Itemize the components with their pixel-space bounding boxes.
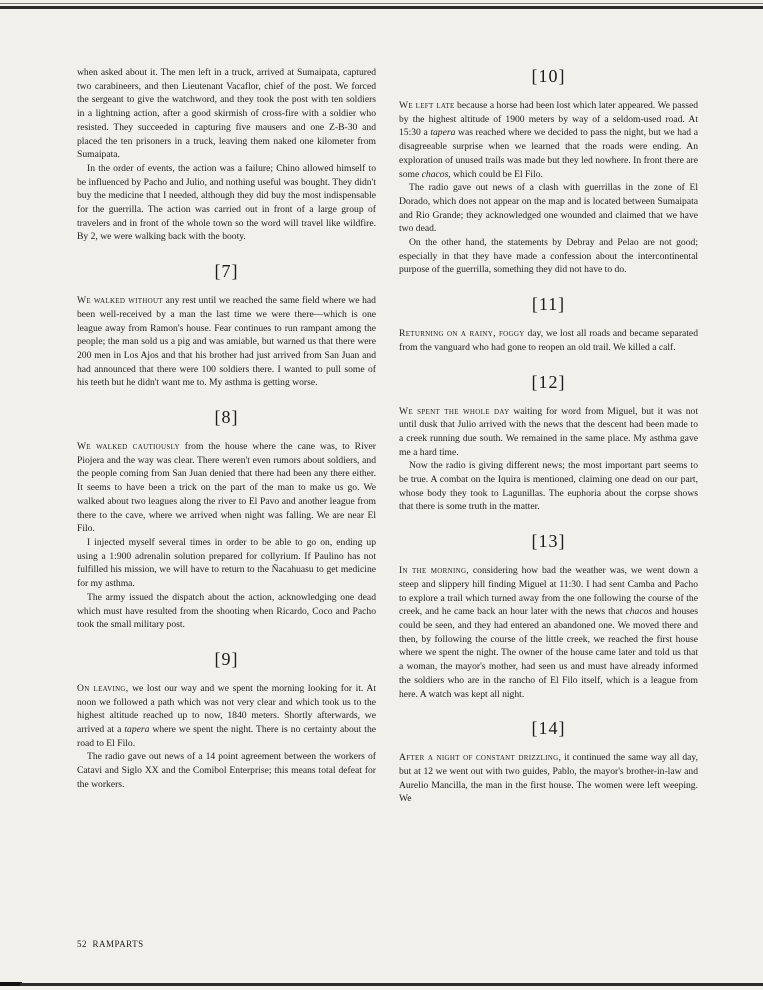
entry-12-paragraph: Now the radio is giving different news; the most important part seems to be true. A combat on the Iquira is mentioned, claiming one dead on our part, whose body they took to Lagunillas. The euphoria about the corpse shows that there is some truth in the matter. <box>399 460 698 513</box>
entry-12-paragraph <box>399 405 698 460</box>
entry-11-lead: Returning on a rainy, foggy <box>399 328 525 340</box>
entry-14-lead: After a night of constant drizzling, <box>399 752 562 764</box>
entry-14-paragraph <box>399 751 698 806</box>
entry-number-9: [9] <box>214 648 239 669</box>
right-column <box>399 66 698 806</box>
entry-13-italic: chacos <box>625 606 653 618</box>
entry-10-text: was reached where we decided to pass the night, but we had a disagreeable surprise when we learned that the roads were ending. An exploration of unused trails was made but they led nowhere. In front there are some <box>399 127 698 180</box>
entry-12-lead: We spent the whole day <box>399 405 510 417</box>
entry-8-paragraph <box>77 440 376 536</box>
entry-9-italic: tapera <box>124 724 150 736</box>
entry-10-text: because a horse had been lost which later appeared. We passed by the highest altitude of 1900 meters by way of a seldom-used road. At 15:30 a <box>399 100 698 139</box>
page-number: 52 <box>77 939 87 949</box>
entry-13-paragraph <box>399 564 698 701</box>
bottom-corner-mark <box>0 982 22 986</box>
entry-14-text: it continued the same way all day, but at 12 we went out with two guides, Pablo, the mayor's brother-in-law and Aurelio Mancilla, the man in the first house. The women were left weeping. We <box>399 752 698 805</box>
entry-8-lead: We walked cautiously <box>77 441 180 453</box>
entry-7-text: any rest until we reached the same field where we had been well-received by a man the last time we were there—which is one league away from Ramon's house. Fear continues to run rampant among the people; the man sold us a pig and was amiable, but warned us that there were 200 men in Los Ajos and that his brother had just arrived from San Juan and had announced that there were 100 soldiers there. I wanted to pull some of his teeth but he didn't want me to. My asthma is getting worse. <box>77 295 376 389</box>
entry-9-paragraph: The radio gave out news of a 14 point agreement between the workers of Catavi and Siglo XX and the Comibol Enterprise; this means total defeat for the workers. <box>77 751 376 790</box>
entry-10-paragraph <box>399 99 698 181</box>
intro-paragraph: when asked about it. The men left in a truck, arrived at Sumaipata, captured two carabineers, and then Lieutenant Vacaflor, chief of the post. We forced the sergeant to give the watchword, and they took the post with ten soldiers in a lightning action, after a good skirmish of cross-fire with a soldier who resisted. They succeeded in capturing five mausers and one Z-B-30 and placed the ten prisoners in a truck, leaving them naked one kilometer from Sumaipata. <box>77 67 376 161</box>
entry-12-text: waiting for word from Miguel, but it was not until dusk that Julio arrived with the news that the descent had been made to a creek running due south. We remained in the same place. My asthma gave me a hard time. <box>399 405 698 458</box>
left-column <box>77 66 376 792</box>
entry-number-14: [14] <box>531 718 566 739</box>
entry-8-paragraph: I injected myself several times in order to be able to go on, ending up using a 1:900 adrenalin solution prepared for collyrium. If Paulino has not fulfilled his mission, we will have to return to the Ñacahuasu to get medicine for my asthma. <box>77 536 376 590</box>
entry-9-text: where we spent the night. There is no certainty about the road to El Filo. <box>77 724 376 749</box>
entry-11-paragraph <box>399 327 698 354</box>
entry-10-text: which could be El Filo. <box>450 168 543 180</box>
entry-7-lead: We walked without <box>77 295 163 307</box>
page-footer <box>77 939 144 949</box>
entry-10-italic: chacos, <box>421 168 451 180</box>
entry-number-11: [11] <box>531 294 566 315</box>
entry-9-paragraph <box>77 682 376 751</box>
entry-number-7: [7] <box>214 261 239 282</box>
bottom-rule <box>20 983 763 986</box>
entry-8-text: from the house where the cane was, to River Piojera and the way was clear. There weren't even rumors about soldiers, and the people coming from San Juan denied that there had been any there either. It seems to have been a trick on the part of the man to make us go. We walked about two leagues along the river to El Pavo and another league from there to the cave, where we arrived when night was falling. We are near El Filo. <box>77 441 376 535</box>
entry-10-paragraph: The radio gave out news of a clash with guerrillas in the zone of El Dorado, which does not appear on the map and is located between Sumaipata and Rio Grande; they acknowledged one wounded and claimed that we have two dead. <box>399 182 698 235</box>
entry-8-paragraph: The army issued the dispatch about the action, acknowledging one dead which must have resulted from the shooting when Ricardo, Coco and Pacho took the small military post. <box>77 591 376 631</box>
intro-paragraph: In the order of events, the action was a failure; Chino allowed himself to be influenced by Pacho and Julio, and nothing useful was bought. They didn't buy the medicine that I needed, although they did buy the most indispensable for the guerrilla. The action was carried out in front of a large group of travelers and in front of the whole town so the word will travel like wildfire. By 2, we were walking back with the booty. <box>77 162 376 243</box>
entry-10-italic: tapera <box>430 127 456 139</box>
entry-11-text: day, we lost all roads and became separated from the vanguard who had gone to reopen an old trail. We killed a calf. <box>399 328 698 353</box>
top-rule <box>0 6 763 9</box>
entry-9-text: we lost our way and we spent the morning looking for it. At noon we followed a path which was not very clear and which took us to the highest altitude reached up to now, 1840 meters. Shortly afterwards, we arrived at a <box>77 682 376 736</box>
entry-number-8: [8] <box>214 407 239 428</box>
entry-13-lead: In the morning, <box>399 565 470 577</box>
entry-9-lead: On leaving, <box>77 682 129 694</box>
entry-number-13: [13] <box>531 531 566 552</box>
entry-10-paragraph: On the other hand, the statements by Debray and Pelao are not good; especially in that they have made a confession about the intercontinental purpose of the guerrilla, something they did not have to do. <box>399 237 698 276</box>
entry-number-12: [12] <box>531 371 566 392</box>
entry-13-text: considering how bad the weather was, we went down a steep and slippery hill finding Miguel at 11:30. I had sent Camba and Pacho to explore a trail which turned away from the one following the course of the creek, and he came back an hour later with the news that <box>399 565 698 618</box>
entry-number-10: [10] <box>531 66 566 86</box>
entry-13-text: and houses could be seen, and they had entered an abandoned one. We moved there and then, by following the course of the little creek, we reached the first house where we spent the night. The owner of the house came later and told us that a woman, the mayor's mother, had seen us and must have already informed the soldiers who are in the rancho of El Filo itself, which is a league from here. A watch was kept all night. <box>399 606 699 700</box>
top-thin-rule <box>0 3 763 4</box>
entry-10-lead: We left late <box>399 100 455 111</box>
entry-7-paragraph <box>77 294 376 390</box>
magazine-name: RAMPARTS <box>92 939 144 949</box>
